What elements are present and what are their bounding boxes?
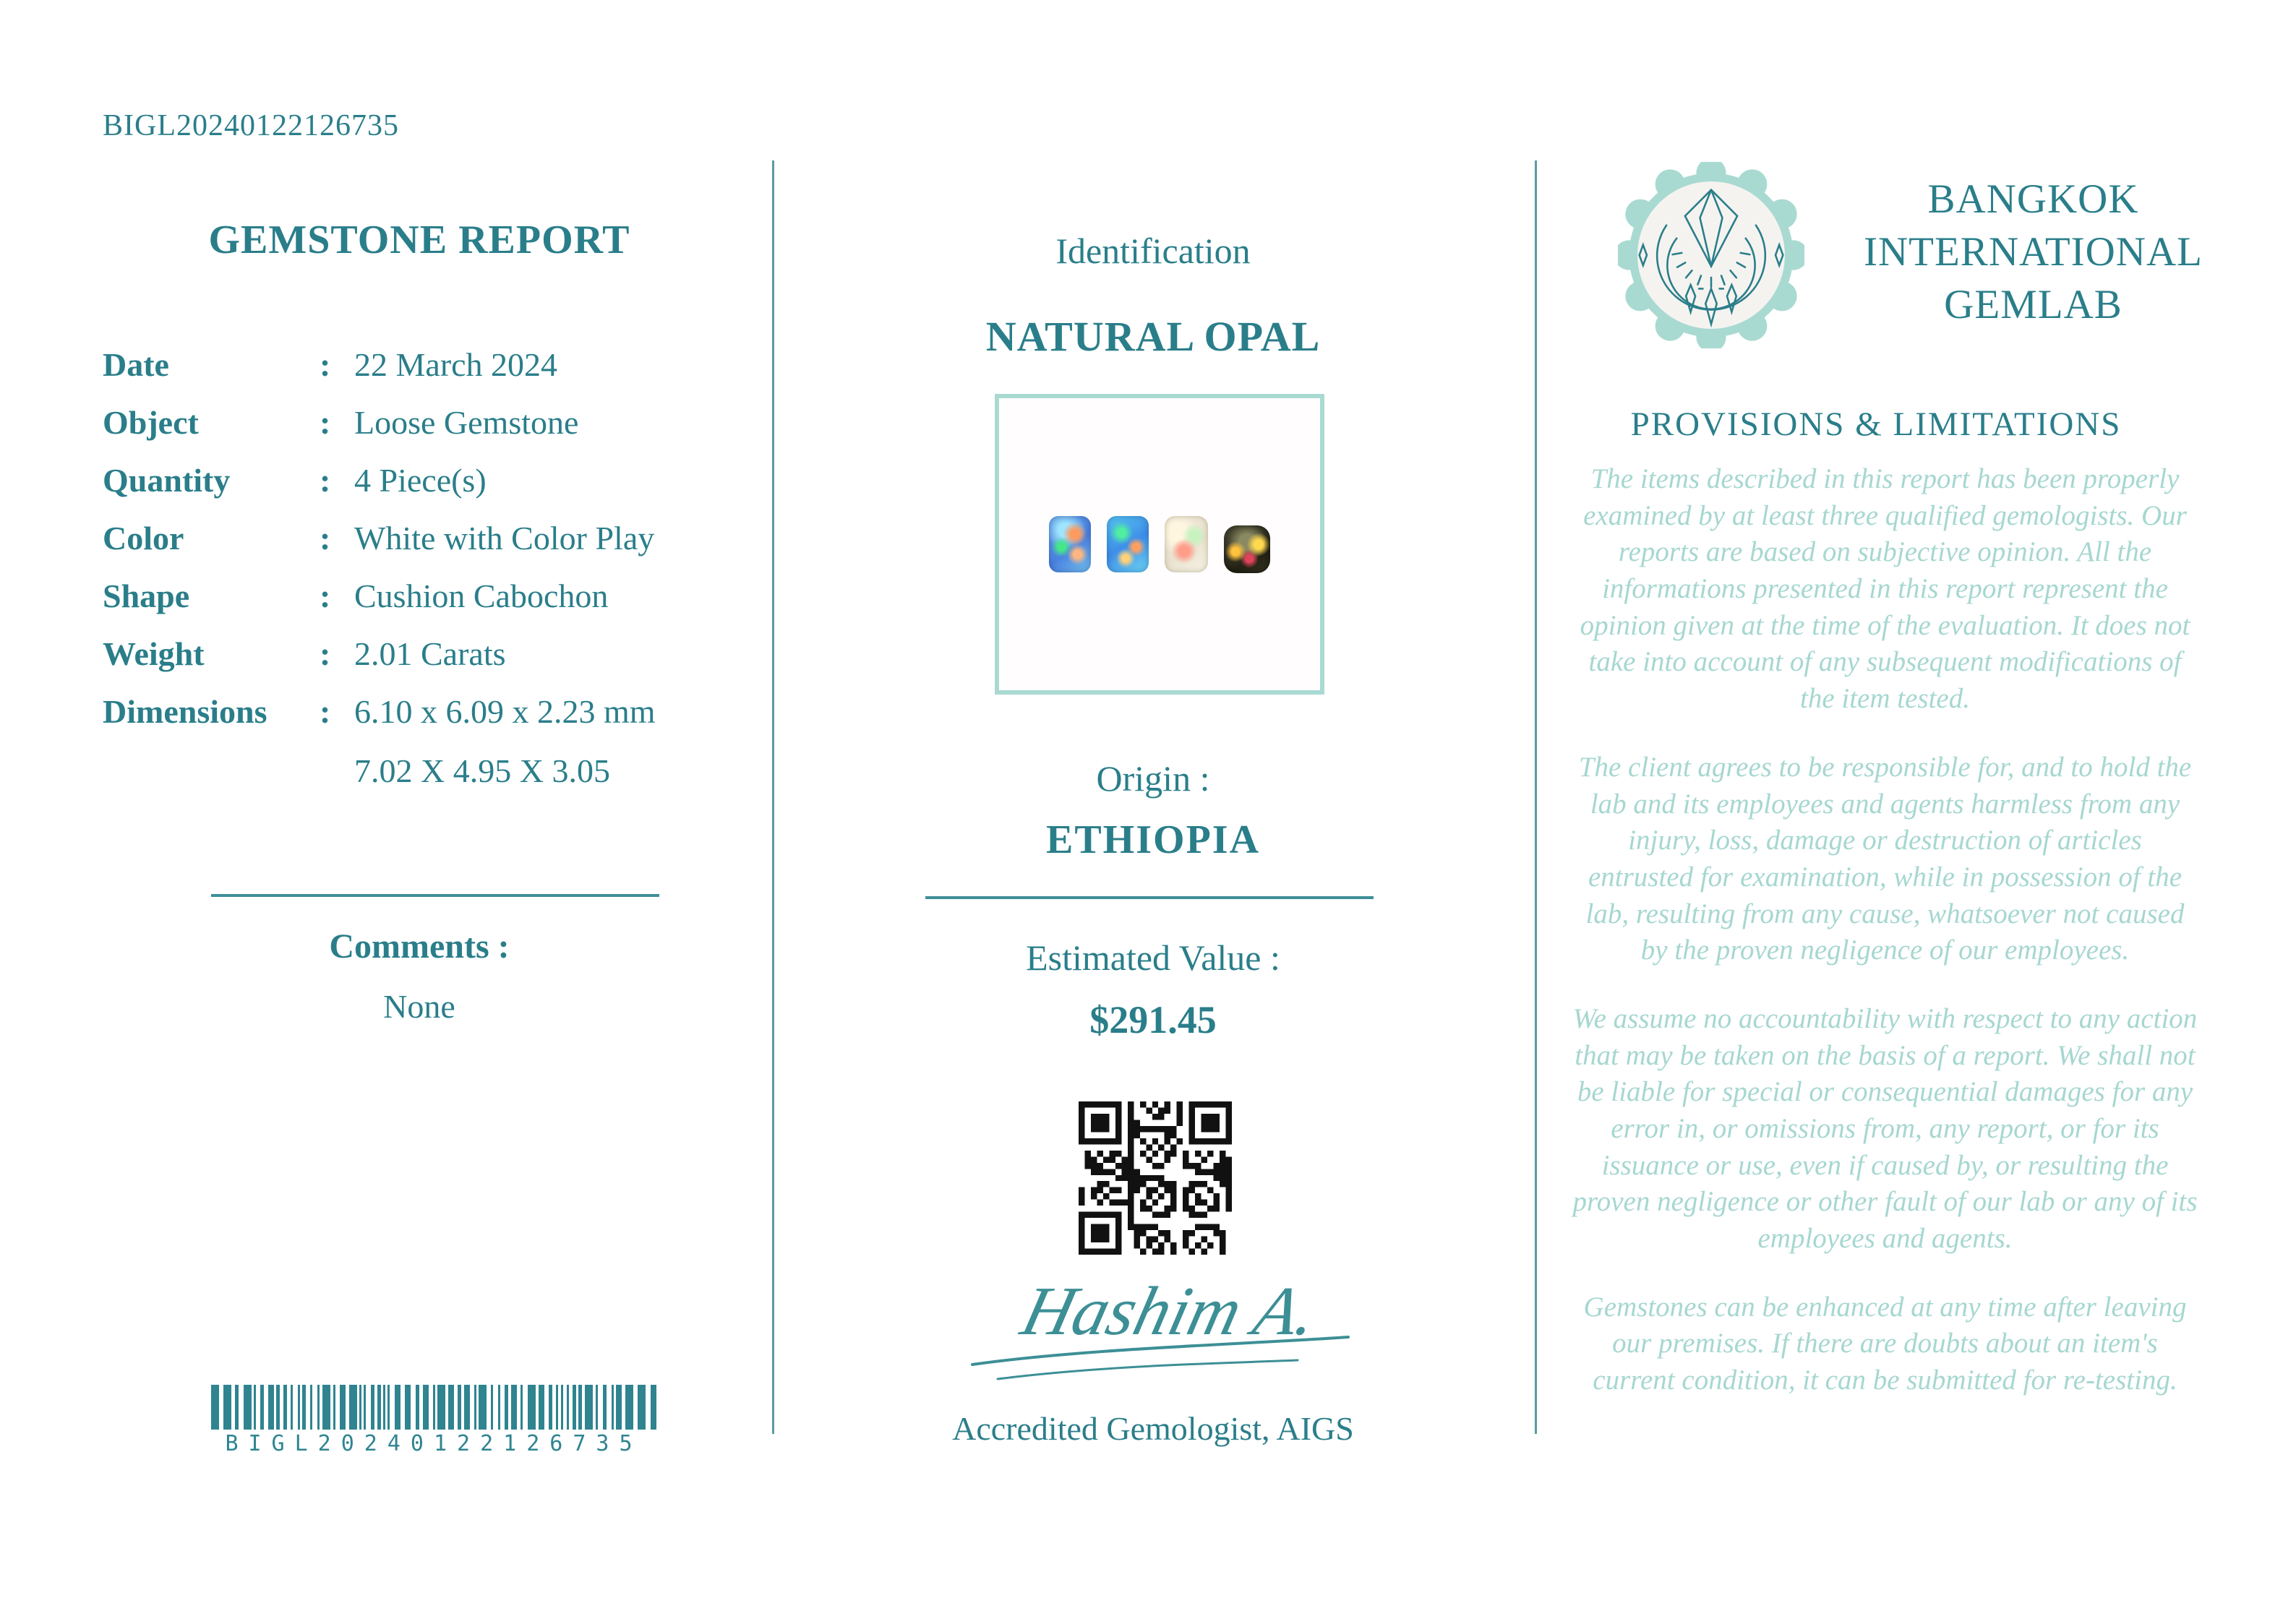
logo-inner-circle [1637, 181, 1785, 329]
comments-divider [211, 894, 659, 897]
field-colon: : [320, 693, 331, 730]
field-value: 22 March 2024 [354, 346, 558, 383]
gemstone-report-title: GEMSTONE REPORT [208, 218, 630, 262]
field-value: 6.10 x 6.09 x 2.23 mm [354, 693, 656, 730]
field-label: Weight [103, 635, 205, 672]
lab-name-line-3: GEMLAB [1944, 281, 2122, 327]
field-label: Color [103, 520, 184, 557]
field-colon: : [320, 404, 331, 441]
field-value: Loose Gemstone [354, 404, 579, 441]
origin-label: Origin : [1096, 758, 1210, 799]
field-row-color [103, 519, 753, 577]
estimated-value-label: Estimated Value : [1026, 937, 1280, 978]
field-row-shape [103, 577, 753, 635]
qr-code [1079, 1101, 1232, 1255]
gem-photo-box [995, 394, 1324, 695]
signature [933, 1249, 1374, 1404]
lab-name [1836, 173, 2230, 332]
provisions-paragraph-4: Gemstones can be enhanced at any time after leaving our premises. If there are doubts about an item's current condition, it can be submitted for re-testing. [1583, 1291, 2187, 1396]
field-row-dimensions [103, 692, 753, 750]
dimensions-line2: 7.02 X 4.95 X 3.05 [354, 752, 610, 789]
identification-result: NATURAL OPAL [985, 313, 1321, 360]
field-label: Shape [103, 577, 190, 614]
field-label: Dimensions [103, 693, 267, 730]
column-divider-left [772, 160, 774, 1434]
comments-title: Comments : [329, 927, 510, 966]
provisions-paragraph-1: The items described in this report has been properly examined by at least three qualified gemologists. Our reports are based on subjective opinion. All the informations presented in this report represent the opinion given at the time of the evaluation. It does not take into account of any subsequent modifications of the item tested. [1580, 463, 2190, 715]
origin-value: ETHIOPIA [1045, 817, 1261, 862]
field-row-object [103, 403, 753, 461]
field-value: 2.01 Carats [354, 635, 506, 672]
field-colon: : [320, 520, 331, 557]
field-label: Object [103, 404, 199, 441]
lab-logo [1618, 162, 1804, 348]
field-colon: : [320, 462, 331, 499]
provisions-paragraph-3: We assume no accountability with respect to any action that may be taken on the basis of a report. We shall not be liable for special or consequential damages for any error in, or omissions from, any report, or for its issuance or use, even if caused by, or resulting the proven negligence or other fault of our lab or any of its employees and agents. [1572, 1002, 2198, 1255]
estimated-value-divider [925, 896, 1374, 899]
identification-heading: Identification [1055, 231, 1251, 271]
field-colon: : [320, 346, 331, 383]
barcode [211, 1385, 656, 1456]
field-value: Cushion Cabochon [354, 577, 609, 614]
report-number: BIGL20240122126735 [103, 109, 399, 142]
field-row-quantity [103, 461, 753, 519]
signature-underline-2 [998, 1360, 1298, 1379]
opal-image-3 [1165, 516, 1208, 572]
estimated-value-amount: $291.45 [1089, 998, 1217, 1041]
field-value: 4 Piece(s) [354, 462, 487, 499]
provisions-title: PROVISIONS & LIMITATIONS [1630, 405, 2122, 443]
opal-image-2 [1107, 516, 1149, 572]
barcode-bars [211, 1385, 656, 1430]
provisions-paragraph-2: The client agrees to be responsible for, and to hold the lab and its employees and agents harmless from any injury, loss, damage or destruction of articles entrusted for examination, while in possession of the lab, resulting from any cause, whatsoever not caused by the proven negligence of our employees. [1578, 751, 2192, 966]
gemologist-title: Accredited Gemologist, AIGS [952, 1410, 1354, 1447]
field-row-weight [103, 635, 753, 692]
field-colon: : [320, 635, 331, 672]
field-label: Date [103, 346, 169, 383]
provisions-text [1572, 461, 2198, 1431]
column-divider-right [1535, 160, 1537, 1434]
opal-image-4 [1224, 525, 1270, 573]
lab-name-line-1: BANGKOK [1927, 176, 2139, 222]
comments-value: None [383, 988, 455, 1025]
opal-image-1 [1049, 516, 1091, 572]
field-value: White with Color Play [354, 520, 655, 557]
signature-text: Hashim A. [1014, 1273, 1326, 1350]
lab-name-line-2: INTERNATIONAL [1864, 228, 2203, 275]
report-fields [103, 345, 753, 750]
barcode-text: BIGL20240122126735 [225, 1431, 643, 1456]
field-colon: : [320, 577, 331, 614]
field-label: Quantity [103, 462, 231, 499]
field-row-date [103, 345, 753, 403]
